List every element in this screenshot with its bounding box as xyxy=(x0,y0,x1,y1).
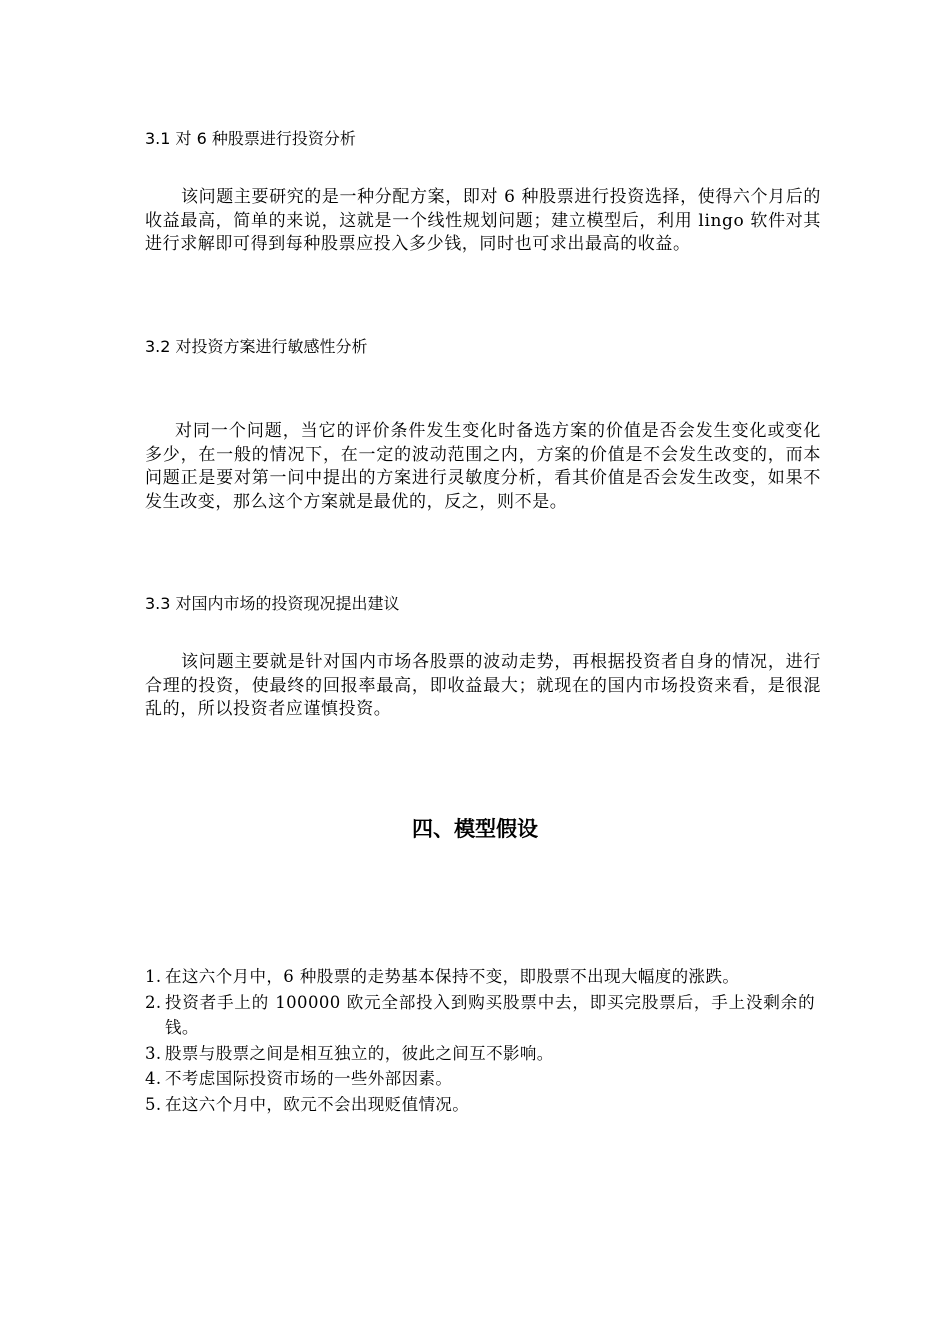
assumption-number: 4. xyxy=(145,1069,162,1088)
section-heading-3-1: 3.1 对 6 种股票进行投资分析 xyxy=(145,129,356,148)
assumption-text: 在这六个月中，欧元不会出现贬值情况。 xyxy=(165,1094,470,1114)
section-body-3-1: 该问题主要研究的是一种分配方案，即对 6 种股票进行投资选择，使得六个月后的收益最高，简单的来说，这就是一个线性规划问题；建立模型后，利用 lingo 软件对其进行求解即可得到每种股票应投入多少钱，同时也可求出最高的收益。 xyxy=(145,187,821,254)
assumption-number: 1. xyxy=(145,967,162,986)
assumption-item xyxy=(145,1092,815,1118)
assumption-list xyxy=(145,964,815,1117)
section-heading-3-3: 3.3 对国内市场的投资现况提出建议 xyxy=(145,594,400,613)
assumption-number: 5. xyxy=(145,1094,162,1114)
section-body-3-3: 该问题主要就是针对国内市场各股票的波动走势，再根据投资者自身的情况，进行合理的投资，使最终的回报率最高，即收益最大；就现在的国内市场投资来看，是很混乱的，所以投资者应谨慎投资。 xyxy=(145,652,821,719)
assumption-text: 投资者手上的 100000 欧元全部投入到购买股票中去，即买完股票后，手上没剩余的钱。 xyxy=(165,992,815,1037)
assumption-number: 3. xyxy=(145,1043,162,1063)
assumption-text: 在这六个月中，6 种股票的走势基本保持不变，即股票不出现大幅度的涨跌。 xyxy=(165,967,740,986)
assumption-item xyxy=(145,1066,815,1092)
assumption-text: 股票与股票之间是相互独立的，彼此之间互不影响。 xyxy=(165,1043,554,1063)
assumption-item xyxy=(145,1041,815,1067)
assumption-item xyxy=(145,990,815,1041)
assumption-number: 2. xyxy=(145,992,162,1012)
section-body-3-2: 对同一个问题，当它的评价条件发生变化时备选方案的价值是否会发生变化或变化多少，在一般的情况下，在一定的波动范围之内，方案的价值是不会发生改变的，而本问题正是要对第一问中提出的方案进行灵敏度分析，看其价值是否会发生改变，如果不发生改变，那么这个方案就是最优的，反之，则不是。 xyxy=(145,421,821,512)
assumption-text: 不考虑国际投资市场的一些外部因素。 xyxy=(165,1069,453,1088)
assumption-item xyxy=(145,964,815,990)
section-heading-3-2: 3.2 对投资方案进行敏感性分析 xyxy=(145,337,368,356)
chapter-title: 四、模型假设 xyxy=(412,817,538,841)
